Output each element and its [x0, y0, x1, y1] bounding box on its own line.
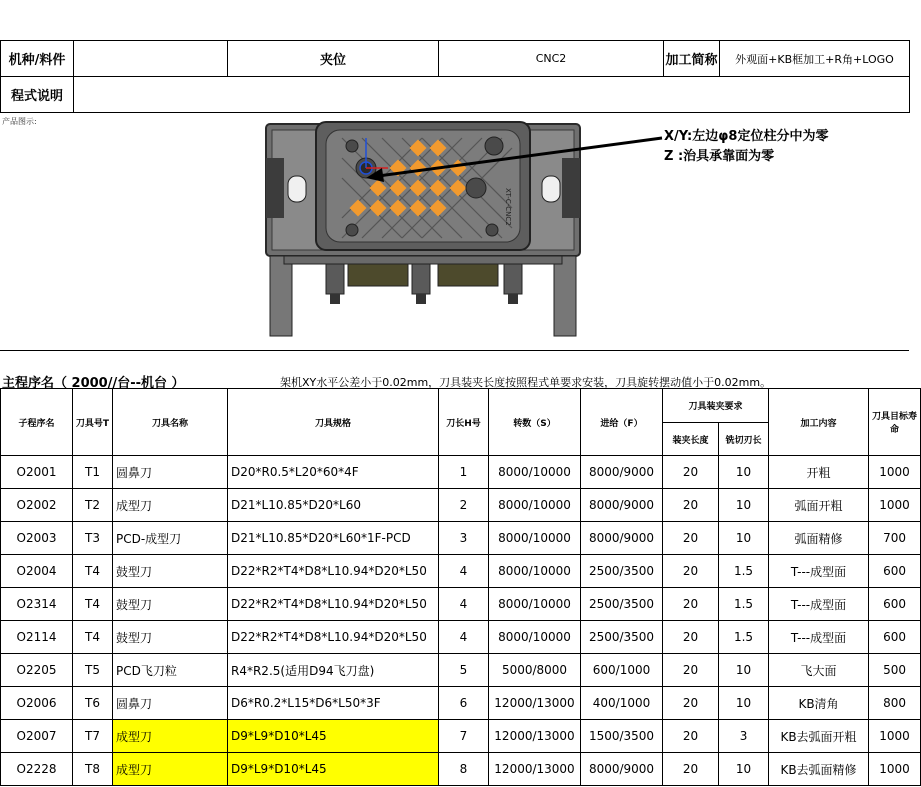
cell-tool-name[interactable]: 成型刀 — [113, 753, 228, 786]
cell-tool-spec[interactable]: D9*L9*D10*L45 — [228, 753, 439, 786]
cell-life[interactable]: 800 — [869, 687, 921, 720]
cell-content[interactable]: T---成型面 — [769, 555, 869, 588]
cell-feed[interactable]: 400/1000 — [581, 687, 663, 720]
table-row — [1, 522, 921, 555]
table-row — [1, 456, 921, 489]
cell-tool-no[interactable]: T6 — [73, 687, 113, 720]
cell-cut-len[interactable]: 10 — [719, 489, 769, 522]
cell-life[interactable]: 500 — [869, 654, 921, 687]
cell-cut-len[interactable]: 10 — [719, 654, 769, 687]
divider — [0, 350, 909, 351]
cell-tool-no[interactable]: T8 — [73, 753, 113, 786]
cell-subprog[interactable]: O2002 — [1, 489, 73, 522]
cell-tool-name[interactable]: 圆鼻刀 — [113, 456, 228, 489]
cell-cut-len[interactable]: 10 — [719, 753, 769, 786]
cell-tool-spec[interactable]: D6*R0.2*L15*D6*L50*3F — [228, 687, 439, 720]
cell-feed[interactable]: 2500/3500 — [581, 588, 663, 621]
cell-speed[interactable]: 12000/13000 — [489, 687, 581, 720]
cell-speed[interactable]: 8000/10000 — [489, 456, 581, 489]
cell-subprog[interactable]: O2205 — [1, 654, 73, 687]
cell-tool-name[interactable]: 鼓型刀 — [113, 555, 228, 588]
cell-feed[interactable]: 600/1000 — [581, 654, 663, 687]
cell-tool-spec[interactable]: D22*R2*T4*D8*L10.94*D20*L50 — [228, 588, 439, 621]
table-row — [1, 555, 921, 588]
cell-tool-spec[interactable]: D9*L9*D10*L45 — [228, 720, 439, 753]
cell-subprog[interactable]: O2003 — [1, 522, 73, 555]
annotation-arrow — [360, 130, 670, 190]
cell-content[interactable]: KB清角 — [769, 687, 869, 720]
table-row — [1, 753, 921, 786]
process-label: 加工简称 — [664, 41, 720, 77]
cell-cut-len[interactable]: 10 — [719, 687, 769, 720]
cell-h-no[interactable]: 4 — [439, 621, 489, 654]
cell-speed[interactable]: 12000/13000 — [489, 753, 581, 786]
cell-clamp-len[interactable]: 20 — [663, 654, 719, 687]
cell-tool-spec[interactable]: D21*L10.85*D20*L60 — [228, 489, 439, 522]
cell-life[interactable]: 1000 — [869, 720, 921, 753]
cell-subprog[interactable]: O2228 — [1, 753, 73, 786]
col-clamp-group: 刀具装夹要求 — [663, 389, 769, 423]
cell-tool-name[interactable]: PCD-成型刀 — [113, 522, 228, 555]
cell-h-no[interactable]: 4 — [439, 588, 489, 621]
cell-tool-no[interactable]: T4 — [73, 588, 113, 621]
cell-clamp-len[interactable]: 20 — [663, 687, 719, 720]
cell-h-no[interactable]: 4 — [439, 555, 489, 588]
table-row — [1, 621, 921, 654]
annotation-xy: X/Y:左边φ8定位柱分中为零 — [664, 129, 829, 144]
cell-content[interactable]: KB去弧面精修 — [769, 753, 869, 786]
cell-subprog[interactable]: O2006 — [1, 687, 73, 720]
cell-h-no[interactable]: 3 — [439, 522, 489, 555]
cell-subprog[interactable]: O2114 — [1, 621, 73, 654]
cell-feed[interactable]: 2500/3500 — [581, 555, 663, 588]
cell-feed[interactable]: 8000/9000 — [581, 456, 663, 489]
cell-h-no[interactable]: 8 — [439, 753, 489, 786]
col-clamp-len: 装夹长度 — [663, 423, 719, 456]
cell-clamp-len[interactable]: 20 — [663, 522, 719, 555]
table-row — [1, 489, 921, 522]
cell-life[interactable]: 600 — [869, 621, 921, 654]
cell-tool-spec[interactable]: D22*R2*T4*D8*L10.94*D20*L50 — [228, 555, 439, 588]
cell-content[interactable]: KB去弧面开粗 — [769, 720, 869, 753]
machine-value[interactable] — [74, 41, 228, 77]
col-content: 加工内容 — [769, 389, 869, 456]
cell-speed[interactable]: 8000/10000 — [489, 489, 581, 522]
col-tool-name: 刀具名称 — [113, 389, 228, 456]
cell-cut-len[interactable]: 1.5 — [719, 588, 769, 621]
cell-feed[interactable]: 2500/3500 — [581, 621, 663, 654]
cell-tool-name[interactable]: 成型刀 — [113, 489, 228, 522]
cell-cut-len[interactable]: 3 — [719, 720, 769, 753]
cell-clamp-len[interactable]: 20 — [663, 720, 719, 753]
cell-tool-spec[interactable]: D21*L10.85*D20*L60*1F-PCD — [228, 522, 439, 555]
annotation-z: Z :治具承靠面为零 — [664, 149, 775, 164]
col-cut-len: 铣切刃长 — [719, 423, 769, 456]
cell-h-no[interactable]: 1 — [439, 456, 489, 489]
cell-h-no[interactable]: 6 — [439, 687, 489, 720]
cell-content[interactable]: 弧面精修 — [769, 522, 869, 555]
cell-feed[interactable]: 1500/3500 — [581, 720, 663, 753]
cell-clamp-len[interactable]: 20 — [663, 588, 719, 621]
col-tool-no: 刀具号T — [73, 389, 113, 456]
cell-content[interactable]: 弧面开粗 — [769, 489, 869, 522]
cell-clamp-len[interactable]: 20 — [663, 621, 719, 654]
cell-life[interactable]: 700 — [869, 522, 921, 555]
cell-cut-len[interactable]: 10 — [719, 522, 769, 555]
cell-tool-no[interactable]: T3 — [73, 522, 113, 555]
cell-cut-len[interactable]: 1.5 — [719, 555, 769, 588]
cell-content[interactable]: T---成型面 — [769, 588, 869, 621]
header-table — [0, 40, 910, 113]
tool-table — [0, 388, 921, 786]
cell-clamp-len[interactable]: 20 — [663, 456, 719, 489]
col-speed: 转数（S） — [489, 389, 581, 456]
cell-speed[interactable]: 8000/10000 — [489, 588, 581, 621]
col-tool-spec: 刀具规格 — [228, 389, 439, 456]
cell-speed[interactable]: 12000/13000 — [489, 720, 581, 753]
cell-tool-no[interactable]: T1 — [73, 456, 113, 489]
cell-feed[interactable]: 8000/9000 — [581, 522, 663, 555]
col-life: 刀具目标寿命 — [869, 389, 921, 456]
machine-label: 机种/料件 — [1, 41, 74, 77]
cell-tool-spec[interactable]: D22*R2*T4*D8*L10.94*D20*L50 — [228, 621, 439, 654]
main-program-title: 主程序名（ 2000//台--机台 ） — [2, 376, 185, 391]
cell-clamp-len[interactable]: 20 — [663, 555, 719, 588]
col-subprog: 子程序名 — [1, 389, 73, 456]
cell-speed[interactable]: 5000/8000 — [489, 654, 581, 687]
program-label: 程式说明 — [1, 77, 74, 113]
cell-feed[interactable]: 8000/9000 — [581, 489, 663, 522]
cell-content[interactable]: 飞大面 — [769, 654, 869, 687]
cell-life[interactable]: 600 — [869, 588, 921, 621]
cell-clamp-len[interactable]: 20 — [663, 753, 719, 786]
program-value[interactable] — [74, 77, 910, 113]
table-row — [1, 588, 921, 621]
table-row — [1, 687, 921, 720]
cell-subprog[interactable]: O2004 — [1, 555, 73, 588]
cell-tool-name[interactable]: 鼓型刀 — [113, 621, 228, 654]
cell-tool-name[interactable]: PCD飞刀粒 — [113, 654, 228, 687]
cell-h-no[interactable]: 5 — [439, 654, 489, 687]
col-h-no: 刀长H号 — [439, 389, 489, 456]
cell-tool-spec[interactable]: R4*R2.5(适用D94飞刀盘) — [228, 654, 439, 687]
cell-speed[interactable]: 8000/10000 — [489, 621, 581, 654]
fixture-label: 夹位 — [228, 41, 439, 77]
cell-tool-name[interactable]: 鼓型刀 — [113, 588, 228, 621]
cell-clamp-len[interactable]: 20 — [663, 489, 719, 522]
process-value[interactable]: 外观面+KB框加工+R角+LOGO — [720, 41, 910, 77]
cell-speed[interactable]: 8000/10000 — [489, 555, 581, 588]
cell-tool-no[interactable]: T7 — [73, 720, 113, 753]
cell-life[interactable]: 1000 — [869, 456, 921, 489]
cell-tool-name[interactable]: 成型刀 — [113, 720, 228, 753]
cell-speed[interactable]: 8000/10000 — [489, 522, 581, 555]
table-row — [1, 720, 921, 753]
cell-tool-no[interactable]: T4 — [73, 555, 113, 588]
cell-h-no[interactable]: 2 — [439, 489, 489, 522]
cell-tool-no[interactable]: T2 — [73, 489, 113, 522]
table-row — [1, 654, 921, 687]
cell-life[interactable]: 1000 — [869, 753, 921, 786]
cell-feed[interactable]: 8000/9000 — [581, 753, 663, 786]
main-program-note: 架机XY水平公差小于0.02mm，刀具装夹长度按照程式单要求安装，刀具旋转摆动值小于0.02mm。 — [280, 376, 772, 389]
part-label: XT-C-CNC2 — [504, 188, 512, 226]
cell-subprog[interactable]: O2007 — [1, 720, 73, 753]
cell-tool-no[interactable]: T5 — [73, 654, 113, 687]
cell-tool-spec[interactable]: D20*R0.5*L20*60*4F — [228, 456, 439, 489]
cell-content[interactable]: T---成型面 — [769, 621, 869, 654]
cell-life[interactable]: 1000 — [869, 489, 921, 522]
fixture-value[interactable]: CNC2 — [439, 41, 664, 77]
product-image-label: 产品图示: — [2, 117, 37, 126]
cell-h-no[interactable]: 7 — [439, 720, 489, 753]
cell-cut-len[interactable]: 1.5 — [719, 621, 769, 654]
cell-subprog[interactable]: O2001 — [1, 456, 73, 489]
cell-subprog[interactable]: O2314 — [1, 588, 73, 621]
cell-content[interactable]: 开粗 — [769, 456, 869, 489]
col-feed: 进给（F） — [581, 389, 663, 456]
cell-tool-name[interactable]: 圆鼻刀 — [113, 687, 228, 720]
cell-tool-no[interactable]: T4 — [73, 621, 113, 654]
cell-cut-len[interactable]: 10 — [719, 456, 769, 489]
cell-life[interactable]: 600 — [869, 555, 921, 588]
